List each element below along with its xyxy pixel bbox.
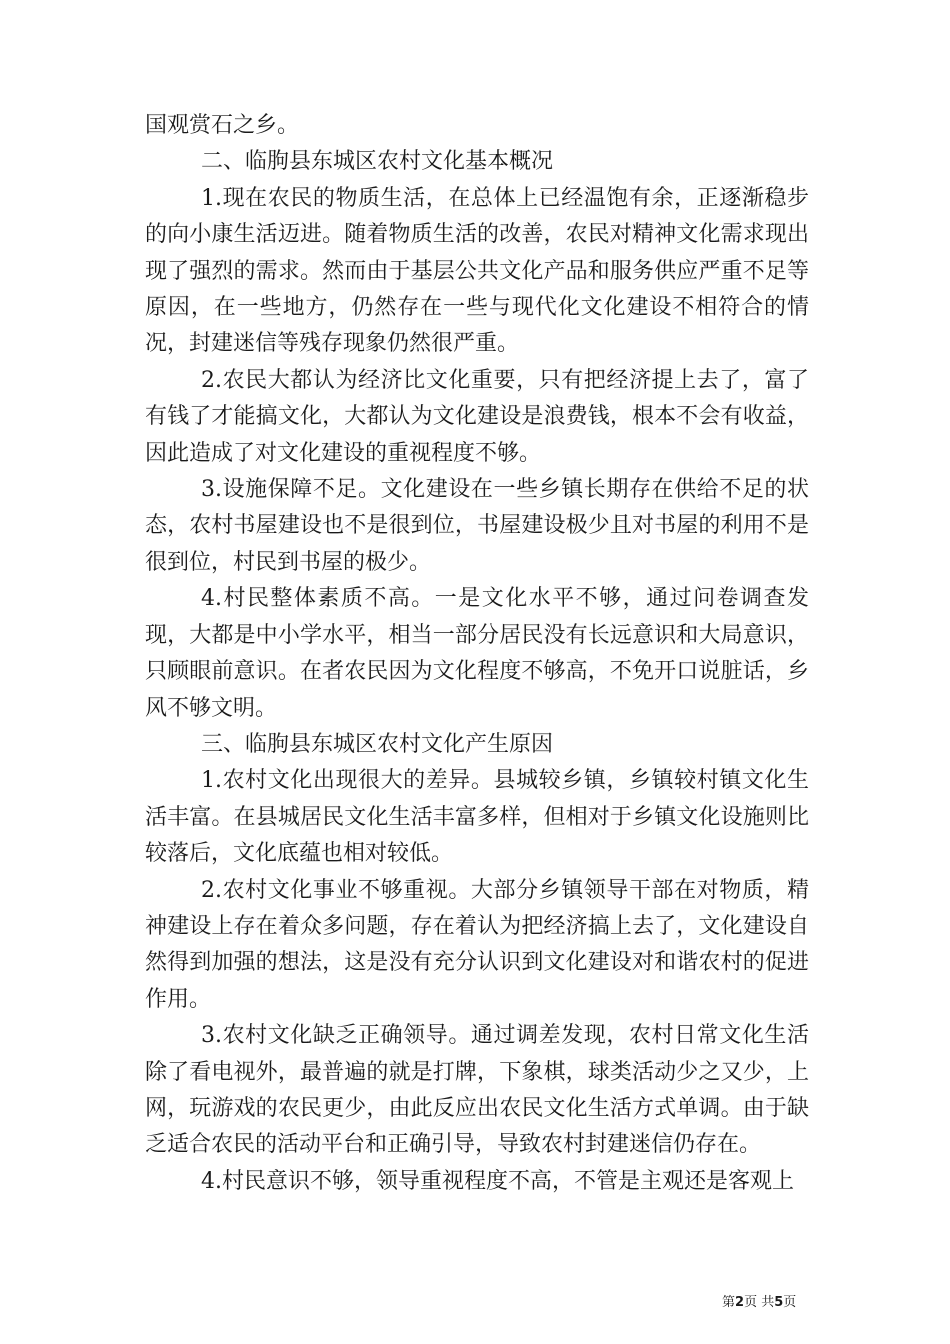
current-page-number: 2: [735, 1295, 745, 1310]
paragraph: 1.现在农民的物质生活，在总体上已经温饱有余，正逐渐稳步的向小康生活迈进。随着物质生活的改善，农民对精神文化需求现出现了强烈的需求。然而由于基层公共文化产品和服务供应严重不足等原因，在一些地方，仍然存在一些与现代化文化建设不相符合的情况，封建迷信等残存现象仍然很严重。: [145, 185, 809, 357]
paragraph: 1.农村文化出现很大的差异。县城较乡镇，乡镇较村镇文化生活丰富。在县城居民文化生活丰富多样，但相对于乡镇文化设施则比较落后，文化底蕴也相对较低。: [145, 768, 809, 867]
section-heading: 三、临朐县东城区农村文化产生原因: [201, 731, 554, 757]
paragraph: 4.村民整体素质不高。一是文化水平不够，通过问卷调查发现，大都是中小学水平，相当一部分居民没有长远意识和大局意识，只顾眼前意识。在者农民因为文化程度不够高，不免开口说脏话，乡风不够文明。: [145, 586, 809, 721]
footer-suffix: 页: [783, 1295, 797, 1310]
paragraph: 3.农村文化缺乏正确领导。通过调差发现，农村日常文化生活除了看电视外，最普遍的就是打牌，下象棋，球类活动少之又少，上网，玩游戏的农民更少，由此反应出农民文化生活方式单调。由于缺乏适合农民的活动平台和正确引导，导致农村封建迷信仍存在。: [145, 1023, 809, 1158]
paragraph: 2.农民大都认为经济比文化重要，只有把经济提上去了，富了有钱了才能搞文化，大都认为文化建设是浪费钱，根本不会有收益，因此造成了对文化建设的重视程度不够。: [145, 367, 809, 466]
document-body: [145, 108, 809, 1200]
paragraph: 2.农村文化事业不够重视。大部分乡镇领导干部在对物质，精神建设上存在着众多问题，存在着认为把经济搞上去了，文化建设自然得到加强的想法，这是没有充分认识到文化建设对和谐农村的促进作用。: [145, 877, 809, 1012]
section-heading: 二、临朐县东城区农村文化基本概况: [201, 149, 554, 175]
page-number-footer: [722, 1291, 796, 1310]
paragraph: 3.设施保障不足。文化建设在一些乡镇长期存在供给不足的状态，农村书屋建设也不是很到位，书屋建设极少且对书屋的利用不是很到位，村民到书屋的极少。: [145, 477, 809, 575]
footer-middle: 页 共: [744, 1295, 775, 1310]
total-page-number: 5: [774, 1295, 784, 1310]
paragraph: 国观赏石之乡。: [145, 113, 300, 138]
paragraph: 4.村民意识不够，领导重视程度不高，不管是主观还是客观上: [201, 1168, 794, 1194]
footer-prefix: 第: [722, 1295, 736, 1310]
